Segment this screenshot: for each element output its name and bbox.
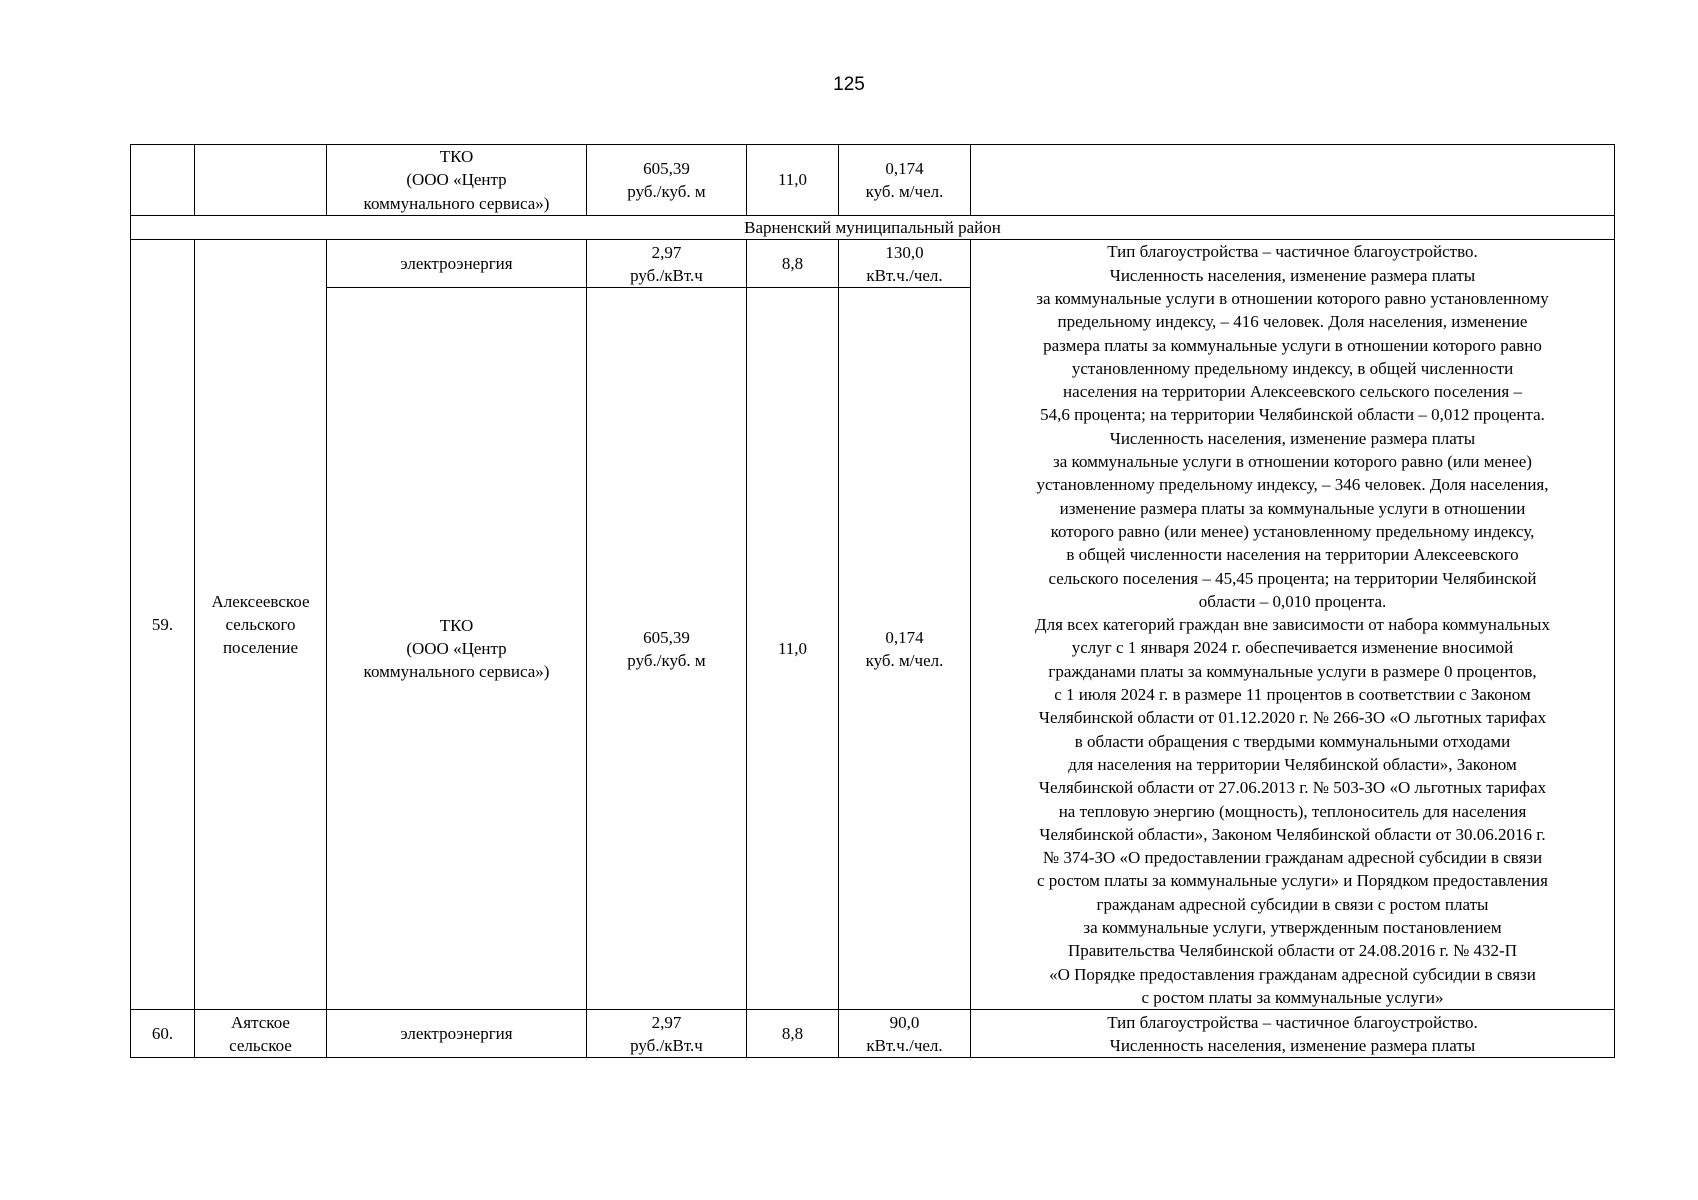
norm-unit: кВт.ч./чел. [866, 265, 943, 285]
table-row [131, 145, 1615, 216]
service-provider: коммунального сервиса») [363, 662, 550, 682]
tariff-cell [587, 1010, 747, 1058]
tariff-unit: руб./кВт.ч [630, 1035, 703, 1055]
note-line: с ростом платы за коммунальные услуги» и Порядком предоставления [1037, 871, 1548, 891]
settlement-name: сельского [225, 615, 296, 635]
service-cell: электроэнергия [327, 240, 587, 288]
service-provider: (ООО «Центр [406, 639, 507, 659]
note-line: гражданами платы за коммунальные услуги в размере 0 процентов, [1048, 661, 1537, 681]
note-cell [971, 145, 1615, 216]
norm-cell [839, 145, 971, 216]
settlement-cell [195, 145, 327, 216]
note-line: населения на территории Алексеевского сельского поселения – [1063, 382, 1522, 402]
note-line: установленному предельному индексу, – 346 человек. Доля населения, [1036, 475, 1549, 495]
settlement-name: Алексеевское [211, 591, 310, 611]
norm-unit: кВт.ч./чел. [866, 1035, 943, 1055]
note-line: «О Порядке предоставления гражданам адресной субсидии в связи [1049, 964, 1536, 984]
page-number: 125 [833, 74, 865, 95]
note-line: за коммунальные услуги, утвержденным постановлением [1083, 918, 1502, 937]
note-line: 54,6 процента; на территории Челябинской области – 0,012 процента. [1040, 405, 1545, 425]
norm-unit: куб. м/чел. [865, 650, 944, 670]
settlement-name: поселение [222, 638, 299, 658]
note-line: Численность населения, изменение размера платы [1109, 265, 1476, 285]
note-line: в области обращения с твердыми коммунальными отходами [1074, 731, 1511, 751]
tariff-value: 605,39 [643, 158, 690, 178]
note-line: в общей численности населения на территории Алексеевского [1066, 545, 1519, 565]
note-line: размера платы за коммунальные услуги в отношении которого равно [1043, 335, 1542, 355]
table-row [131, 1010, 1615, 1058]
note-line: Тип благоустройства – частичное благоустройство. [1107, 242, 1478, 262]
settlement-name: Аятское [231, 1012, 290, 1032]
note-line: Тип благоустройства – частичное благоустройство. [1107, 1012, 1478, 1032]
settlement-name: сельское [229, 1035, 292, 1055]
index-cell: 8,8 [747, 240, 839, 288]
note-line: за коммунальные услуги в отношении которого равно (или менее) [1053, 452, 1532, 472]
service-provider: (ООО «Центр [406, 170, 507, 190]
note-line: которого равно (или менее) установленному предельному индексу, [1050, 521, 1535, 541]
norm-value: 90,0 [889, 1012, 920, 1032]
service-cell: электроэнергия [327, 1010, 587, 1058]
index-cell: 8,8 [747, 1010, 839, 1058]
note-line: изменение размера платы за коммунальные услуги в отношении [1059, 498, 1526, 518]
service-name: ТКО [439, 147, 474, 167]
tariff-cell [587, 145, 747, 216]
settlement-cell [195, 1010, 327, 1058]
note-line: Для всех категорий граждан вне зависимости от набора коммунальных [1035, 615, 1550, 635]
tariff-table [130, 144, 1615, 1058]
tariff-value: 2,97 [651, 1012, 682, 1032]
number-cell [131, 145, 195, 216]
note-cell [971, 240, 1615, 1010]
tariff-unit: руб./кВт.ч [630, 265, 703, 285]
note-line: Челябинской области от 27.06.2013 г. № 503-ЗО «О льготных тарифах [1038, 778, 1547, 798]
norm-cell [839, 240, 971, 288]
note-line: Правительства Челябинской области от 24.08.2016 г. № 432-П [1067, 941, 1517, 961]
norm-cell [839, 288, 971, 1010]
note-line: № 374-ЗО «О предоставлении гражданам адресной субсидии в связи [1042, 848, 1543, 868]
row-number: 59. [131, 240, 195, 1010]
note-line: сельского поселения – 45,45 процента; на территории Челябинской [1048, 568, 1537, 588]
table-row [131, 240, 1615, 288]
tariff-cell [587, 288, 747, 1010]
region-row [131, 216, 1615, 240]
service-name: ТКО [439, 615, 474, 635]
norm-value: 0,174 [885, 627, 924, 647]
norm-value: 0,174 [885, 158, 924, 178]
note-line: Челябинской области от 01.12.2020 г. № 266-ЗО «О льготных тарифах [1038, 708, 1547, 728]
note-line: за коммунальные услуги в отношении которого равно установленному [1036, 288, 1549, 308]
norm-value: 130,0 [885, 242, 924, 262]
tariff-unit: руб./куб. м [627, 182, 706, 201]
note-line: области – 0,010 процента. [1198, 591, 1387, 611]
note-line: услуг с 1 января 2024 г. обеспечивается изменение вносимой [1071, 638, 1514, 658]
note-line: Челябинской области», Законом Челябинской области от 30.06.2016 г. [1039, 824, 1546, 844]
note-line: Численность населения, изменение размера платы [1109, 1035, 1476, 1055]
tariff-value: 605,39 [643, 627, 690, 647]
tariff-cell [587, 240, 747, 288]
note-cell [971, 1010, 1615, 1058]
note-line: с 1 июля 2024 г. в размере 11 процентов в соответствии с Законом [1054, 685, 1531, 705]
note-line: Численность населения, изменение размера платы [1109, 428, 1476, 448]
note-line: с ростом платы за коммунальные услуги» [1141, 987, 1444, 1007]
service-cell [327, 288, 587, 1010]
note-line: для населения на территории Челябинской области», Законом [1068, 754, 1517, 774]
note-line: гражданам адресной субсидии в связи с ростом платы [1096, 894, 1489, 914]
note-line: установленному предельному индексу, в общей численности [1071, 358, 1514, 378]
note-line: на тепловую энергию (мощность), теплоноситель для населения [1058, 801, 1527, 821]
region-title: Варненский муниципальный район [131, 216, 1615, 240]
settlement-cell [195, 240, 327, 1010]
norm-unit: куб. м/чел. [865, 182, 944, 201]
tariff-value: 2,97 [651, 242, 682, 262]
tariff-unit: руб./куб. м [627, 650, 706, 670]
note-line: предельному индексу, – 416 человек. Доля населения, изменение [1057, 312, 1528, 332]
row-number: 60. [131, 1010, 195, 1058]
index-cell: 11,0 [747, 145, 839, 216]
service-cell [327, 145, 587, 216]
service-provider: коммунального сервиса») [363, 193, 550, 213]
norm-cell [839, 1010, 971, 1058]
index-cell: 11,0 [747, 288, 839, 1010]
